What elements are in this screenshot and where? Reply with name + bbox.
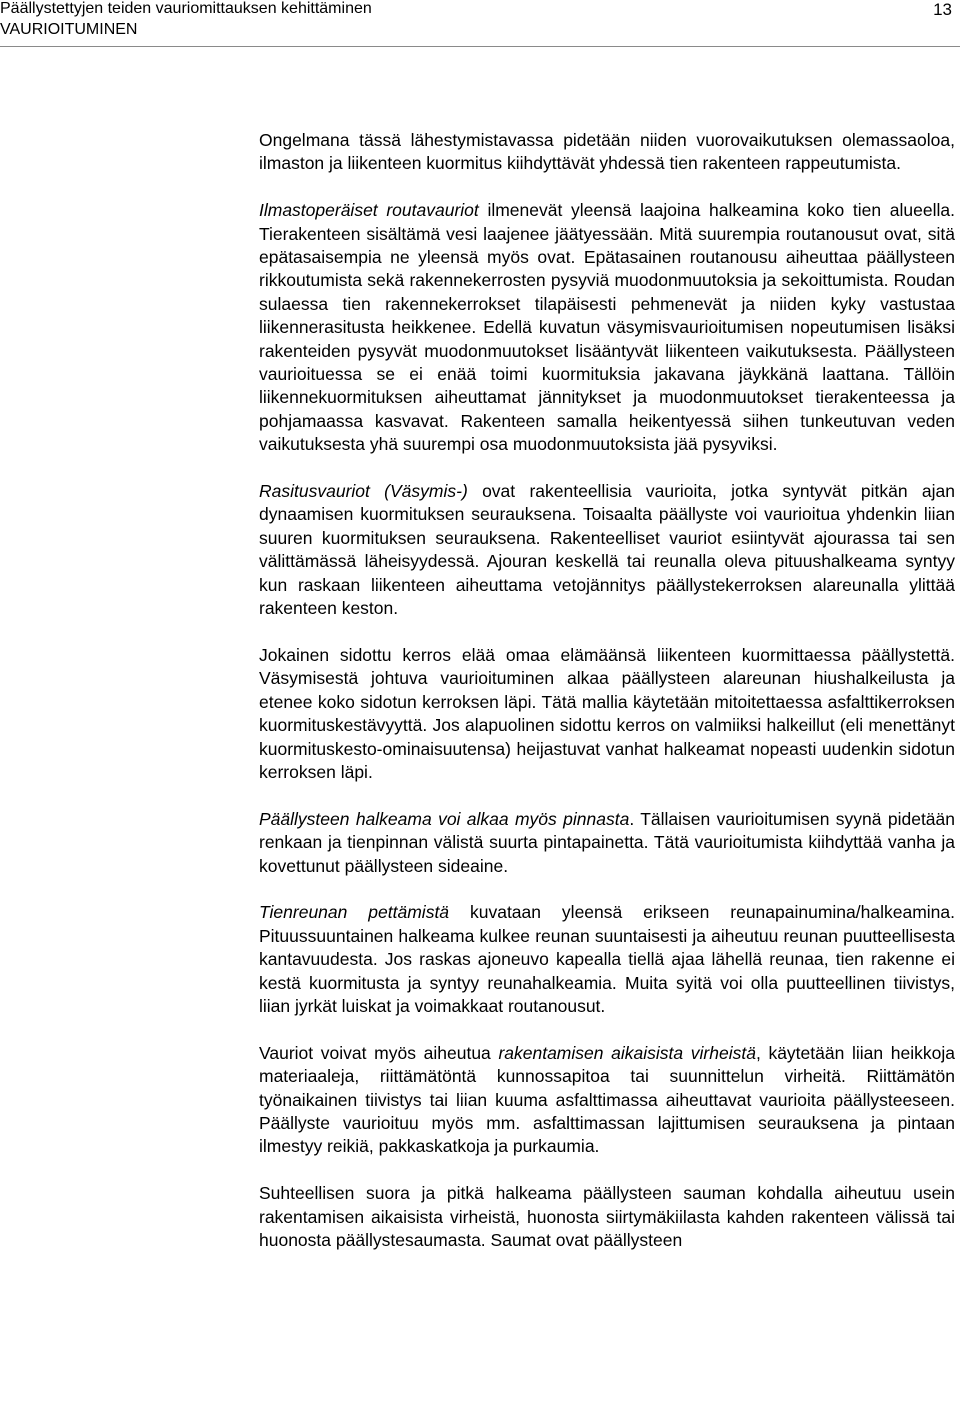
paragraph-edge-failure xyxy=(259,901,955,1018)
paragraph-bound-layers xyxy=(259,644,955,784)
term-surface-crack: Päällysteen halkeama voi alkaa myös pinnasta xyxy=(259,808,630,829)
paragraph-text: ovat rakenteellisia vaurioita, jotka syntyvät pitkän ajan dynaamisen kuormituksen seurauksena. Toisaalta päällyste voi vaurioitua yhdenkin liian suuren kuormituksen seurauksena. Rakenteelliset vauriot esiintyvät ajourassa tai sen välittämässä läheisyydessä. Ajouran keskellä tai reunalla oleva pituushalkeama syntyy kun raskaan liikenteen aiheuttama vetojännitys päällystekerroksen alareunalla ylittää rakenteen keston. xyxy=(259,481,955,619)
paragraph-frost-damage xyxy=(259,199,955,456)
page-header xyxy=(0,0,960,48)
paragraph-fatigue-damage xyxy=(259,480,955,620)
paragraph-text: Suhteellisen suora ja pitkä halkeama päällysteen sauman kohdalla aiheutuu usein rakentamisen aikaisista virheistä, huonosta siirtymäkiilasta kahden rakenteen välissä tai huonosta päällystesaumasta. Saumat ovat päällysteen xyxy=(259,1183,955,1250)
header-rule xyxy=(0,46,960,47)
term-edge-failure: Tienreunan pettämistä xyxy=(259,902,450,923)
paragraph-text: Ongelmana tässä lähestymistavassa pidetään niiden vuorovaikutuksen olemassaoloa, ilmaston ja liikenteen kuormitus kiihdyttävät yhdessä tien rakenteen rappeutumista. xyxy=(259,130,955,174)
document-title: Päällystettyjen teiden vauriomittauksen kehittäminen xyxy=(0,0,372,17)
paragraph-text: . Tällaisen vaurioitumisen syynä pidetään renkaan ja tienpinnan välistä suurta pintapainetta. Tätä vaurioitumista kiihdyttää vanha ja kovettunut päällysteen sideaine. xyxy=(259,808,956,876)
paragraph-surface-crack xyxy=(259,808,955,878)
paragraph-construction-errors xyxy=(259,1042,955,1159)
body-text xyxy=(259,129,955,1276)
term-construction-errors: rakentamisen aikaisista virheistä xyxy=(498,1042,756,1063)
paragraph-text: Vauriot voivat myös aiheutua xyxy=(259,1042,499,1063)
paragraph-joint-crack xyxy=(259,1182,955,1252)
paragraph-text: ilmenevät yleensä laajoina halkeamina koko tien alueella. Tierakenteen sisältämä vesi laajenee jäätyessään. Mitä suurempia routanousut ovat, sitä epätasaisempia ne yleensä myös ovat. Epätasainen routanousu aiheuttaa päällysteen rikkoutumista sekä rakennekerrosten pysyviä muodonmuutoksia ja sekoittumista. Roudan sulaessa tien rakennekerrokset tilapäisesti pehmenevät ja niiden kyky vastustaa liikennerasitusta heikkenee. Edellä kuvatun väsymisvaurioitumisen nopeutumisen lisäksi rakenteiden pysyvät muodonmuutokset lisääntyvät liikenteen vaikutuksesta. Päällysteen vaurioituessa se ei enää toimi kuormituksia jakavana jäykkänä laattana. Tällöin liikennekuormituksen aiheuttamat jännitykset ja muodonmuutokset tierakenteessa ja pohjamaassa kasvavat. Rakenteen samalla heikentyessä siihen tunkeutuvan veden vaikutuksesta yhä suurempi osa muodonmuutoksista jää pysyviksi. xyxy=(259,200,955,455)
term-frost-damage: Ilmastoperäiset routavauriot xyxy=(259,200,479,221)
paragraph-text: , käytetään liian heikkoja materiaaleja, riittämätöntä kunnossapitoa tai suunnittelun virheitä. Riittämätön työnaikainen tiivistys tai liian kuuma asfalttimassa aiheuttavat vaurioita päällysteeseen. Päällyste vaurioituu myös mm. asfalttimassan lajittumisen seurauksena ja pintaan ilmestyy reikiä, pakkaskatkoja ja purkaumia. xyxy=(259,1042,955,1157)
paragraph-problem xyxy=(259,129,955,176)
page-number: 13 xyxy=(933,0,952,19)
paragraph-text: Jokainen sidottu kerros elää omaa elämäänsä liikenteen kuormittaessa päällystettä. Väsymisestä johtuva vaurioituminen alkaa päällysteen alareunan hiushalkeilusta ja etenee koko sidotun kerroksen läpi. Tätä mallia käytetään mitoitettaessa asfalttikerroksen kuormituskestävyyttä. Jos alapuolinen sidottu kerros on valmiiksi halkeillut (eli menettänyt kuormituskesto-ominaisuutensa) heijastuvat vanhat halkeamat nopeasti uudenkin sidotun kerroksen läpi. xyxy=(259,644,955,782)
paragraph-text: kuvataan yleensä erikseen reunapainumina/halkeamina. Pituussuuntainen halkeama kulkee reunan suuntaisesti ja aiheutuu reunan puutteellisesta kantavuudesta. Jos raskas ajoneuvo kapealla tiellä ajaa lähellä reunaa, tien rakenne ei kestä kuormitusta ja syntyy reunahalkeamia. Muita syitä voi olla puutteellinen tiivistys, liian jyrkät luiskat ja voimakkaat routanousut. xyxy=(259,902,955,1016)
section-title: VAURIOITUMINEN xyxy=(0,21,138,38)
term-fatigue-damage: Rasitusvauriot (Väsymis-) xyxy=(259,481,468,502)
